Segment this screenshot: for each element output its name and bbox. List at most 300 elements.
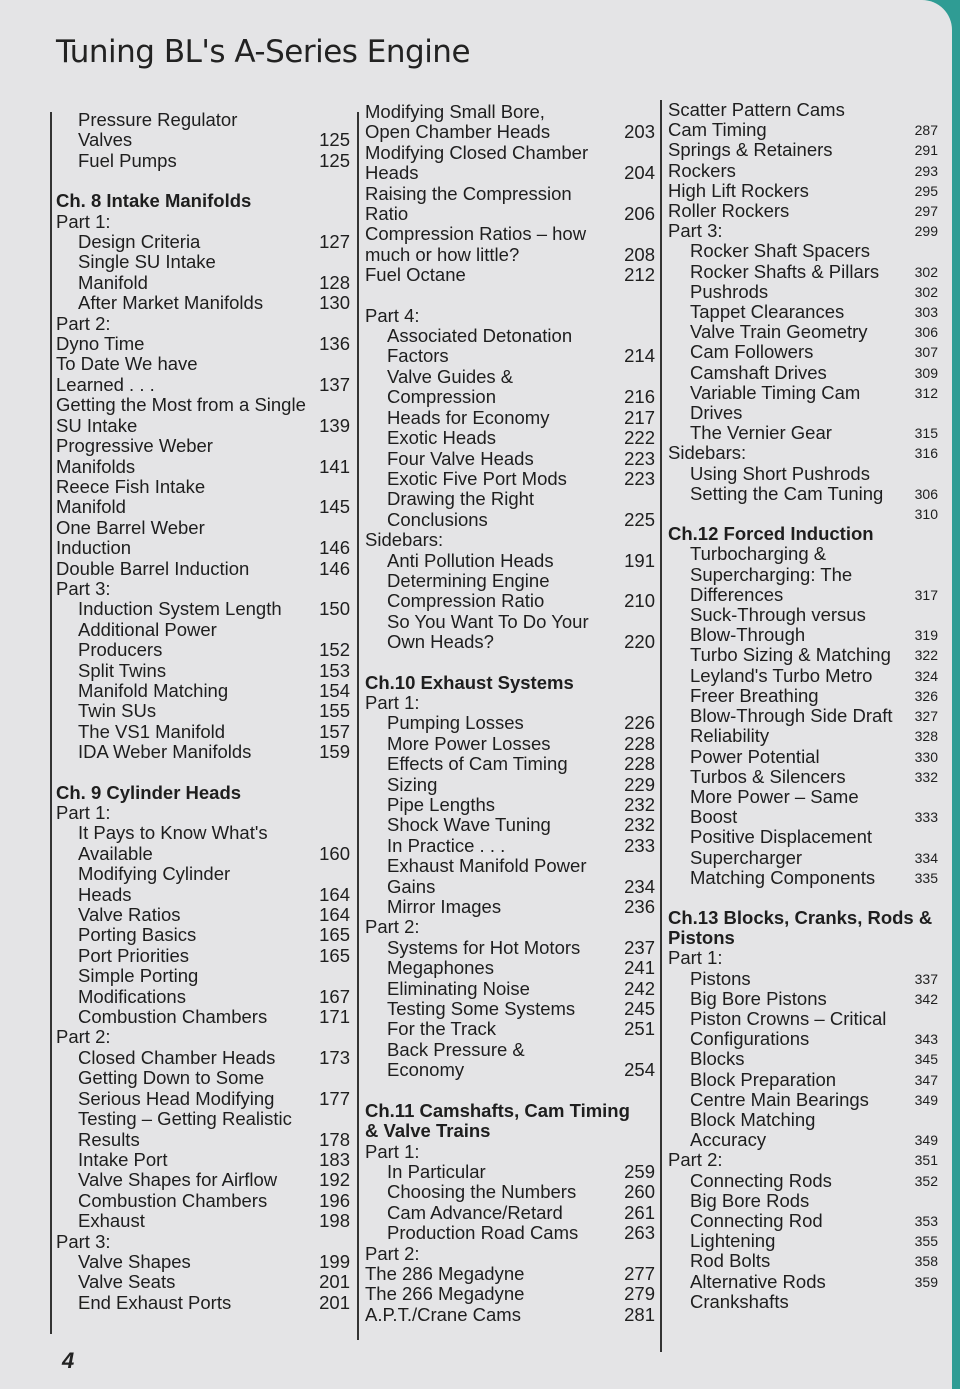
toc-entry-page: 223 (624, 447, 655, 469)
toc-entry-page: 125 (319, 149, 350, 171)
toc-entry (56, 518, 350, 538)
toc-entry (668, 989, 938, 1009)
toc-entry (668, 221, 938, 241)
toc-entry-title: Reliability (690, 726, 770, 747)
toc-entry-page: 229 (624, 773, 655, 795)
toc-entry-page: 306 (914, 485, 938, 502)
toc-entry-page: 167 (319, 985, 350, 1007)
toc-entry-title: Connecting Rods (690, 1170, 832, 1191)
toc-entry-title: Shock Wave Tuning (387, 815, 551, 836)
toc-entry-title: Camshaft Drives (690, 362, 827, 383)
toc-entry-title: Available (78, 843, 153, 864)
toc-entry (365, 693, 655, 713)
toc-entry-title: To Date We have (56, 354, 198, 375)
toc-entry-page: 177 (319, 1087, 350, 1109)
toc-entry-page: 191 (624, 549, 655, 571)
toc-entry-page: 165 (319, 944, 350, 966)
toc-entry (56, 722, 350, 742)
toc-entry-title: Blow-Through Side Draft (690, 706, 893, 727)
toc-entry-page: 359 (914, 1273, 938, 1290)
toc-entry (56, 151, 350, 171)
toc-entry (56, 314, 350, 334)
toc-entry-title: Megaphones (387, 958, 494, 979)
toc-entry-title: Determining Engine (387, 570, 550, 591)
toc-entry (365, 1305, 655, 1325)
toc-entry-page: 351 (914, 1152, 938, 1169)
toc-entry-title: Compression (387, 387, 496, 408)
toc-entry-page: 349 (914, 1091, 938, 1108)
toc-entry-page: 146 (319, 537, 350, 559)
toc-entry-title: & Valve Trains (365, 1121, 491, 1142)
toc-entry-title: The 286 Megadyne (365, 1263, 525, 1284)
toc-entry-page: 291 (914, 142, 938, 159)
toc-entry-title: Anti Pollution Heads (387, 550, 554, 571)
toc-entry-title: Fuel Pumps (78, 150, 177, 171)
toc-entry (56, 457, 350, 477)
toc-entry (668, 201, 938, 221)
toc-entry-title: Valve Train Geometry (690, 322, 868, 343)
toc-entry-page: 233 (624, 834, 655, 856)
toc-entry-title: Manifold Matching (78, 680, 229, 701)
toc-entry (365, 1203, 655, 1223)
toc-entry (365, 1284, 655, 1304)
toc-entry-page: 226 (624, 712, 655, 734)
toc-entry-page: 203 (624, 121, 655, 143)
toc-entry-title: Sidebars: (668, 443, 747, 464)
toc-entry-page: 299 (914, 223, 938, 240)
toc-entry (365, 754, 655, 774)
toc-entry-title: Four Valve Heads (387, 448, 534, 469)
toc-entry (668, 342, 938, 362)
toc-entry-page: 322 (914, 647, 938, 664)
toc-entry-title: Ch. 9 Cylinder Heads (56, 782, 242, 803)
toc-entry-title: Part 2: (365, 917, 420, 938)
toc-entry (365, 530, 655, 550)
toc-entry-title: Ch.12 Forced Induction (668, 524, 874, 545)
toc-entry-title: Part 1: (56, 211, 111, 232)
toc-entry-page: 287 (914, 122, 938, 139)
section-gap (365, 653, 655, 673)
toc-entry-title: Part 1: (365, 1141, 420, 1162)
toc-entry-page: 199 (319, 1250, 350, 1272)
toc-entry-page: 303 (914, 304, 938, 321)
toc-entry-title: Part 1: (365, 692, 420, 713)
toc-entry (668, 484, 938, 504)
toc-entry-page: 293 (914, 162, 938, 179)
toc-entry-title: Centre Main Bearings (690, 1089, 869, 1110)
toc-entry (365, 204, 655, 224)
toc-entry-title: Using Short Pushrods (690, 463, 870, 484)
toc-entry (668, 1251, 938, 1271)
toc-entry (365, 938, 655, 958)
toc-entry-title: Split Twins (78, 660, 167, 681)
toc-entry (365, 958, 655, 978)
toc-entry (365, 856, 655, 876)
toc-entry (668, 706, 938, 726)
toc-entry-title: Part 1: (668, 948, 723, 969)
toc-entry-title: Testing – Getting Realistic (78, 1109, 292, 1130)
toc-entry (365, 510, 655, 530)
toc-entry-title: Big Bore Pistons (690, 988, 827, 1009)
toc-entry (56, 844, 350, 864)
toc-entry (56, 293, 350, 313)
toc-entry-title: Part 4: (365, 305, 420, 326)
toc-entry (668, 363, 938, 383)
toc-entry (668, 443, 938, 463)
toc-entry-title: Turbocharging & (690, 544, 827, 565)
toc-entry-page: 337 (914, 970, 938, 987)
toc-entry-title: Block Preparation (690, 1069, 837, 1090)
toc-entry (365, 1142, 655, 1162)
toc-entry-title: Tappet Clearances (690, 302, 845, 323)
toc-entry (668, 1130, 938, 1150)
toc-entry-title: Cam Advance/Retard (387, 1202, 563, 1223)
toc-entry-page: 307 (914, 344, 938, 361)
toc-entry-title: Exotic Heads (387, 428, 496, 449)
toc-entry (668, 686, 938, 706)
toc-entry-title: Economy (387, 1060, 465, 1081)
toc-entry-title: Roller Rockers (668, 201, 790, 222)
toc-entry (56, 661, 350, 681)
toc-entry-title: Manifolds (56, 456, 136, 477)
toc-entry-page: 125 (319, 129, 350, 151)
toc-entry-title: Producers (78, 640, 163, 661)
toc-entry (56, 742, 350, 762)
toc-entry-page: 173 (319, 1046, 350, 1068)
toc-entry (56, 1109, 350, 1129)
toc-entry (365, 1162, 655, 1182)
toc-entry-title: much or how little? (365, 244, 520, 265)
toc-entry-title: Compression Ratios – how (365, 224, 587, 245)
toc-entry (56, 1130, 350, 1150)
toc-entry (56, 212, 350, 232)
toc-entry-page: 349 (914, 1132, 938, 1149)
toc-entry-page: 157 (319, 720, 350, 742)
toc-entry (56, 497, 350, 517)
toc-entry-title: Blow-Through (690, 625, 806, 646)
toc-entry-title: Part 1: (56, 803, 111, 823)
toc-entry (668, 1211, 938, 1231)
toc-entry-title: Ch. 8 Intake Manifolds (56, 191, 252, 212)
chapter-heading (365, 1121, 655, 1141)
toc-entry (365, 979, 655, 999)
toc-entry-title: Cam Followers (690, 342, 814, 363)
toc-entry-title: Closed Chamber Heads (78, 1047, 276, 1068)
toc-entry (668, 100, 938, 120)
toc-entry-title: Learned . . . (56, 374, 155, 395)
toc-entry-title: Manifold (78, 272, 148, 293)
toc-entry-title: Ch.13 Blocks, Cranks, Rods & (668, 907, 933, 928)
toc-entry (56, 1027, 350, 1047)
toc-entry-page: 347 (914, 1071, 938, 1088)
toc-entry-title: Heads (365, 163, 419, 184)
toc-entry-title: Sidebars: (365, 530, 444, 551)
toc-entry-page: 312 (914, 384, 938, 401)
toc-entry (668, 1110, 938, 1130)
toc-entry-page: 326 (914, 687, 938, 704)
toc-entry-title: Induction (56, 538, 132, 559)
toc-entry-title: Lightening (690, 1231, 776, 1252)
toc-entry-title: Supercharger (690, 847, 803, 868)
toc-entry (668, 423, 938, 443)
toc-entry-title: Exhaust Manifold Power (387, 856, 587, 877)
toc-entry-page: 327 (914, 708, 938, 725)
toc-entry (668, 1292, 938, 1312)
toc-entry (365, 1019, 655, 1039)
toc-entry (668, 787, 938, 807)
toc-entry (668, 868, 938, 888)
toc-entry-page: 164 (319, 883, 350, 905)
toc-entry-title: Valve Shapes (78, 1251, 191, 1272)
toc-entry (668, 948, 938, 968)
toc-entry (668, 969, 938, 989)
toc-entry (668, 544, 938, 564)
toc-column-3 (668, 100, 938, 1312)
toc-entry-title: Big Bore Rods (690, 1190, 810, 1211)
toc-entry (365, 306, 655, 326)
toc-entry-title: Twin SUs (78, 701, 157, 722)
toc-entry (365, 551, 655, 571)
toc-entry-title: Systems for Hot Motors (387, 937, 581, 958)
toc-entry (56, 681, 350, 701)
toc-entry (56, 1191, 350, 1211)
toc-entry-page: 254 (624, 1059, 655, 1081)
toc-entry-page: 154 (319, 679, 350, 701)
toc-entry (365, 815, 655, 835)
toc-entry (365, 387, 655, 407)
toc-entry (56, 1048, 350, 1068)
page-title: Tuning BL's A-Series Engine (56, 34, 471, 70)
toc-entry (56, 579, 350, 599)
toc-entry (668, 262, 938, 282)
toc-entry (365, 795, 655, 815)
toc-entry-title: Positive Displacement (690, 827, 872, 848)
toc-entry (56, 130, 350, 150)
toc-entry-page: 263 (624, 1222, 655, 1244)
toc-entry-title: Serious Head Modifying (78, 1088, 275, 1109)
toc-entry-title: Combustion Chambers (78, 1007, 268, 1028)
toc-entry-title: Choosing the Numbers (387, 1182, 577, 1203)
toc-entry (365, 1264, 655, 1284)
toc-entry (365, 836, 655, 856)
toc-entry-page: 317 (914, 586, 938, 603)
toc-entry-title: Dyno Time (56, 334, 145, 355)
toc-entry-title: So You Want To Do Your (387, 611, 589, 632)
toc-entry-title: Raising the Compression (365, 183, 572, 204)
toc-entry-page: 192 (319, 1169, 350, 1191)
toc-entry-title: Setting the Cam Tuning (690, 483, 884, 504)
toc-entry (56, 620, 350, 640)
toc-entry-page: 210 (624, 590, 655, 612)
toc-entry-title: Freer Breathing (690, 685, 819, 706)
toc-entry-page: 127 (319, 231, 350, 253)
toc-entry-title: In Practice . . . (387, 835, 506, 856)
toc-entry (56, 354, 350, 374)
toc-entry-page: 295 (914, 182, 938, 199)
toc-entry-title: Part 3: (56, 578, 111, 599)
toc-entry-title: Results (78, 1129, 140, 1150)
toc-entry-title: Testing Some Systems (387, 999, 576, 1020)
toc-entry-title: Drawing the Right (387, 489, 535, 510)
toc-entry-page: 225 (624, 508, 655, 530)
toc-entry-page: 279 (624, 1283, 655, 1305)
toc-entry-title: The Vernier Gear (690, 423, 832, 444)
toc-entry-page: 261 (624, 1201, 655, 1223)
toc-entry-page: 145 (319, 496, 350, 518)
toc-entry-page: 150 (319, 598, 350, 620)
toc-entry (56, 1068, 350, 1088)
toc-entry (56, 1252, 350, 1272)
toc-entry (56, 1272, 350, 1292)
toc-entry-page: 358 (914, 1253, 938, 1270)
toc-entry (56, 559, 350, 579)
toc-entry-page: 333 (914, 809, 938, 826)
toc-entry (668, 1272, 938, 1292)
toc-entry-page: 208 (624, 243, 655, 265)
toc-entry-page: 198 (319, 1210, 350, 1232)
toc-entry-title: Exhaust (78, 1211, 145, 1232)
toc-entry-title: Manifold (56, 497, 126, 518)
toc-entry (365, 632, 655, 652)
toc-entry-page: 206 (624, 203, 655, 225)
toc-entry-title: Double Barrel Induction (56, 558, 250, 579)
toc-entry (365, 591, 655, 611)
toc-entry (56, 538, 350, 558)
toc-entry (365, 1060, 655, 1080)
toc-entry (56, 416, 350, 436)
toc-entry-title: Heads for Economy (387, 407, 550, 428)
toc-entry-page: 228 (624, 732, 655, 754)
toc-entry-title: The 266 Megadyne (365, 1284, 525, 1305)
toc-entry-title: Drives (690, 403, 743, 424)
toc-entry-page: 332 (914, 768, 938, 785)
toc-entry-page: 324 (914, 667, 938, 684)
toc-entry-page: 297 (914, 203, 938, 220)
toc-entry (56, 1150, 350, 1170)
toc-entry-page: 319 (914, 627, 938, 644)
toc-entry (365, 102, 655, 122)
toc-entry-title: Compression Ratio (387, 591, 545, 612)
toc-entry (365, 245, 655, 265)
toc-entry (365, 897, 655, 917)
toc-entry (56, 599, 350, 619)
toc-entry (56, 987, 350, 1007)
section-gap (365, 286, 655, 306)
toc-entry (365, 1040, 655, 1060)
toc-entry (56, 925, 350, 945)
toc-entry (365, 571, 655, 591)
toc-entry (365, 367, 655, 387)
toc-entry (668, 464, 938, 484)
toc-entry (56, 864, 350, 884)
toc-entry (668, 645, 938, 665)
toc-entry (365, 489, 655, 509)
toc-entry-title: Single SU Intake (78, 252, 216, 273)
column-rule-right (660, 100, 662, 1352)
toc-entry (668, 161, 938, 181)
toc-entry-title: Pistons (690, 968, 751, 989)
toc-entry (668, 322, 938, 342)
toc-entry (365, 143, 655, 163)
toc-entry-title: Exotic Five Port Mods (387, 468, 567, 489)
toc-entry-title: Accuracy (690, 1130, 767, 1151)
toc-entry-page: 164 (319, 904, 350, 926)
column-rule-middle (357, 112, 359, 1340)
toc-entry (668, 1049, 938, 1069)
toc-entry (365, 612, 655, 632)
toc-entry-title: Cam Timing (668, 120, 767, 141)
toc-entry-title: Induction System Length (78, 599, 282, 620)
toc-entry-title: For the Track (387, 1019, 496, 1040)
toc-entry-page: 345 (914, 1051, 938, 1068)
toc-entry-title: Blocks (690, 1049, 745, 1070)
toc-entry (56, 232, 350, 252)
toc-entry-title: Leyland's Turbo Metro (690, 665, 873, 686)
toc-entry (668, 403, 938, 423)
toc-entry-page: 242 (624, 977, 655, 999)
toc-entry (56, 1211, 350, 1231)
toc-entry-title: Springs & Retainers (668, 140, 833, 161)
toc-entry-page: 204 (624, 162, 655, 184)
toc-entry-page: 136 (319, 333, 350, 355)
toc-entry-title: Rocker Shaft Spacers (690, 241, 870, 262)
toc-entry-title: Fuel Octane (365, 265, 466, 286)
toc-entry-title: Variable Timing Cam (690, 382, 861, 403)
toc-entry-title: Pumping Losses (387, 713, 524, 734)
toc-entry-title: Alternative Rods (690, 1271, 826, 1292)
toc-entry-page: 236 (624, 896, 655, 918)
toc-entry-title: Getting the Most from a Single (56, 395, 306, 416)
toc-entry-page: 353 (914, 1212, 938, 1229)
toc-entry (365, 1244, 655, 1264)
toc-entry-title: Part 2: (56, 1027, 111, 1048)
toc-entry (668, 1171, 938, 1191)
toc-entry (668, 767, 938, 787)
toc-entry-title: Ch.11 Camshafts, Cam Timing (365, 1100, 630, 1121)
toc-entry-page: 201 (319, 1291, 350, 1313)
toc-entry-page: 159 (319, 741, 350, 763)
toc-entry-title: Suck-Through versus (690, 605, 866, 626)
toc-entry-title: Turbo Sizing & Matching (690, 645, 891, 666)
toc-entry-title: Turbos & Silencers (690, 766, 846, 787)
toc-entry-title: Piston Crowns – Critical (690, 1008, 887, 1029)
toc-entry (56, 1293, 350, 1313)
toc-entry-page: 310 (914, 506, 938, 523)
toc-entry-page: 220 (624, 631, 655, 653)
toc-entry (365, 917, 655, 937)
toc-entry-title: Ratio (365, 204, 409, 225)
toc-entry-title: Crankshafts (690, 1291, 789, 1312)
toc-entry (668, 1191, 938, 1211)
chapter-heading (365, 673, 655, 693)
toc-entry-title: Connecting Rod (690, 1210, 823, 1231)
toc-entry-title: Own Heads? (387, 632, 494, 653)
toc-entry (365, 408, 655, 428)
toc-entry (668, 181, 938, 201)
toc-entry-page: 155 (319, 700, 350, 722)
toc-entry (56, 701, 350, 721)
toc-entry-page: 237 (624, 936, 655, 958)
section-gap (56, 171, 350, 191)
toc-entry-page: 139 (319, 414, 350, 436)
toc-entry-page: 178 (319, 1128, 350, 1150)
toc-entry (365, 713, 655, 733)
toc-entry-title: Valves (78, 130, 133, 151)
toc-entry-title: Conclusions (387, 509, 488, 530)
toc-entry (668, 726, 938, 746)
toc-entry-title: Part 3: (56, 1231, 111, 1252)
toc-entry-page: 128 (319, 271, 350, 293)
